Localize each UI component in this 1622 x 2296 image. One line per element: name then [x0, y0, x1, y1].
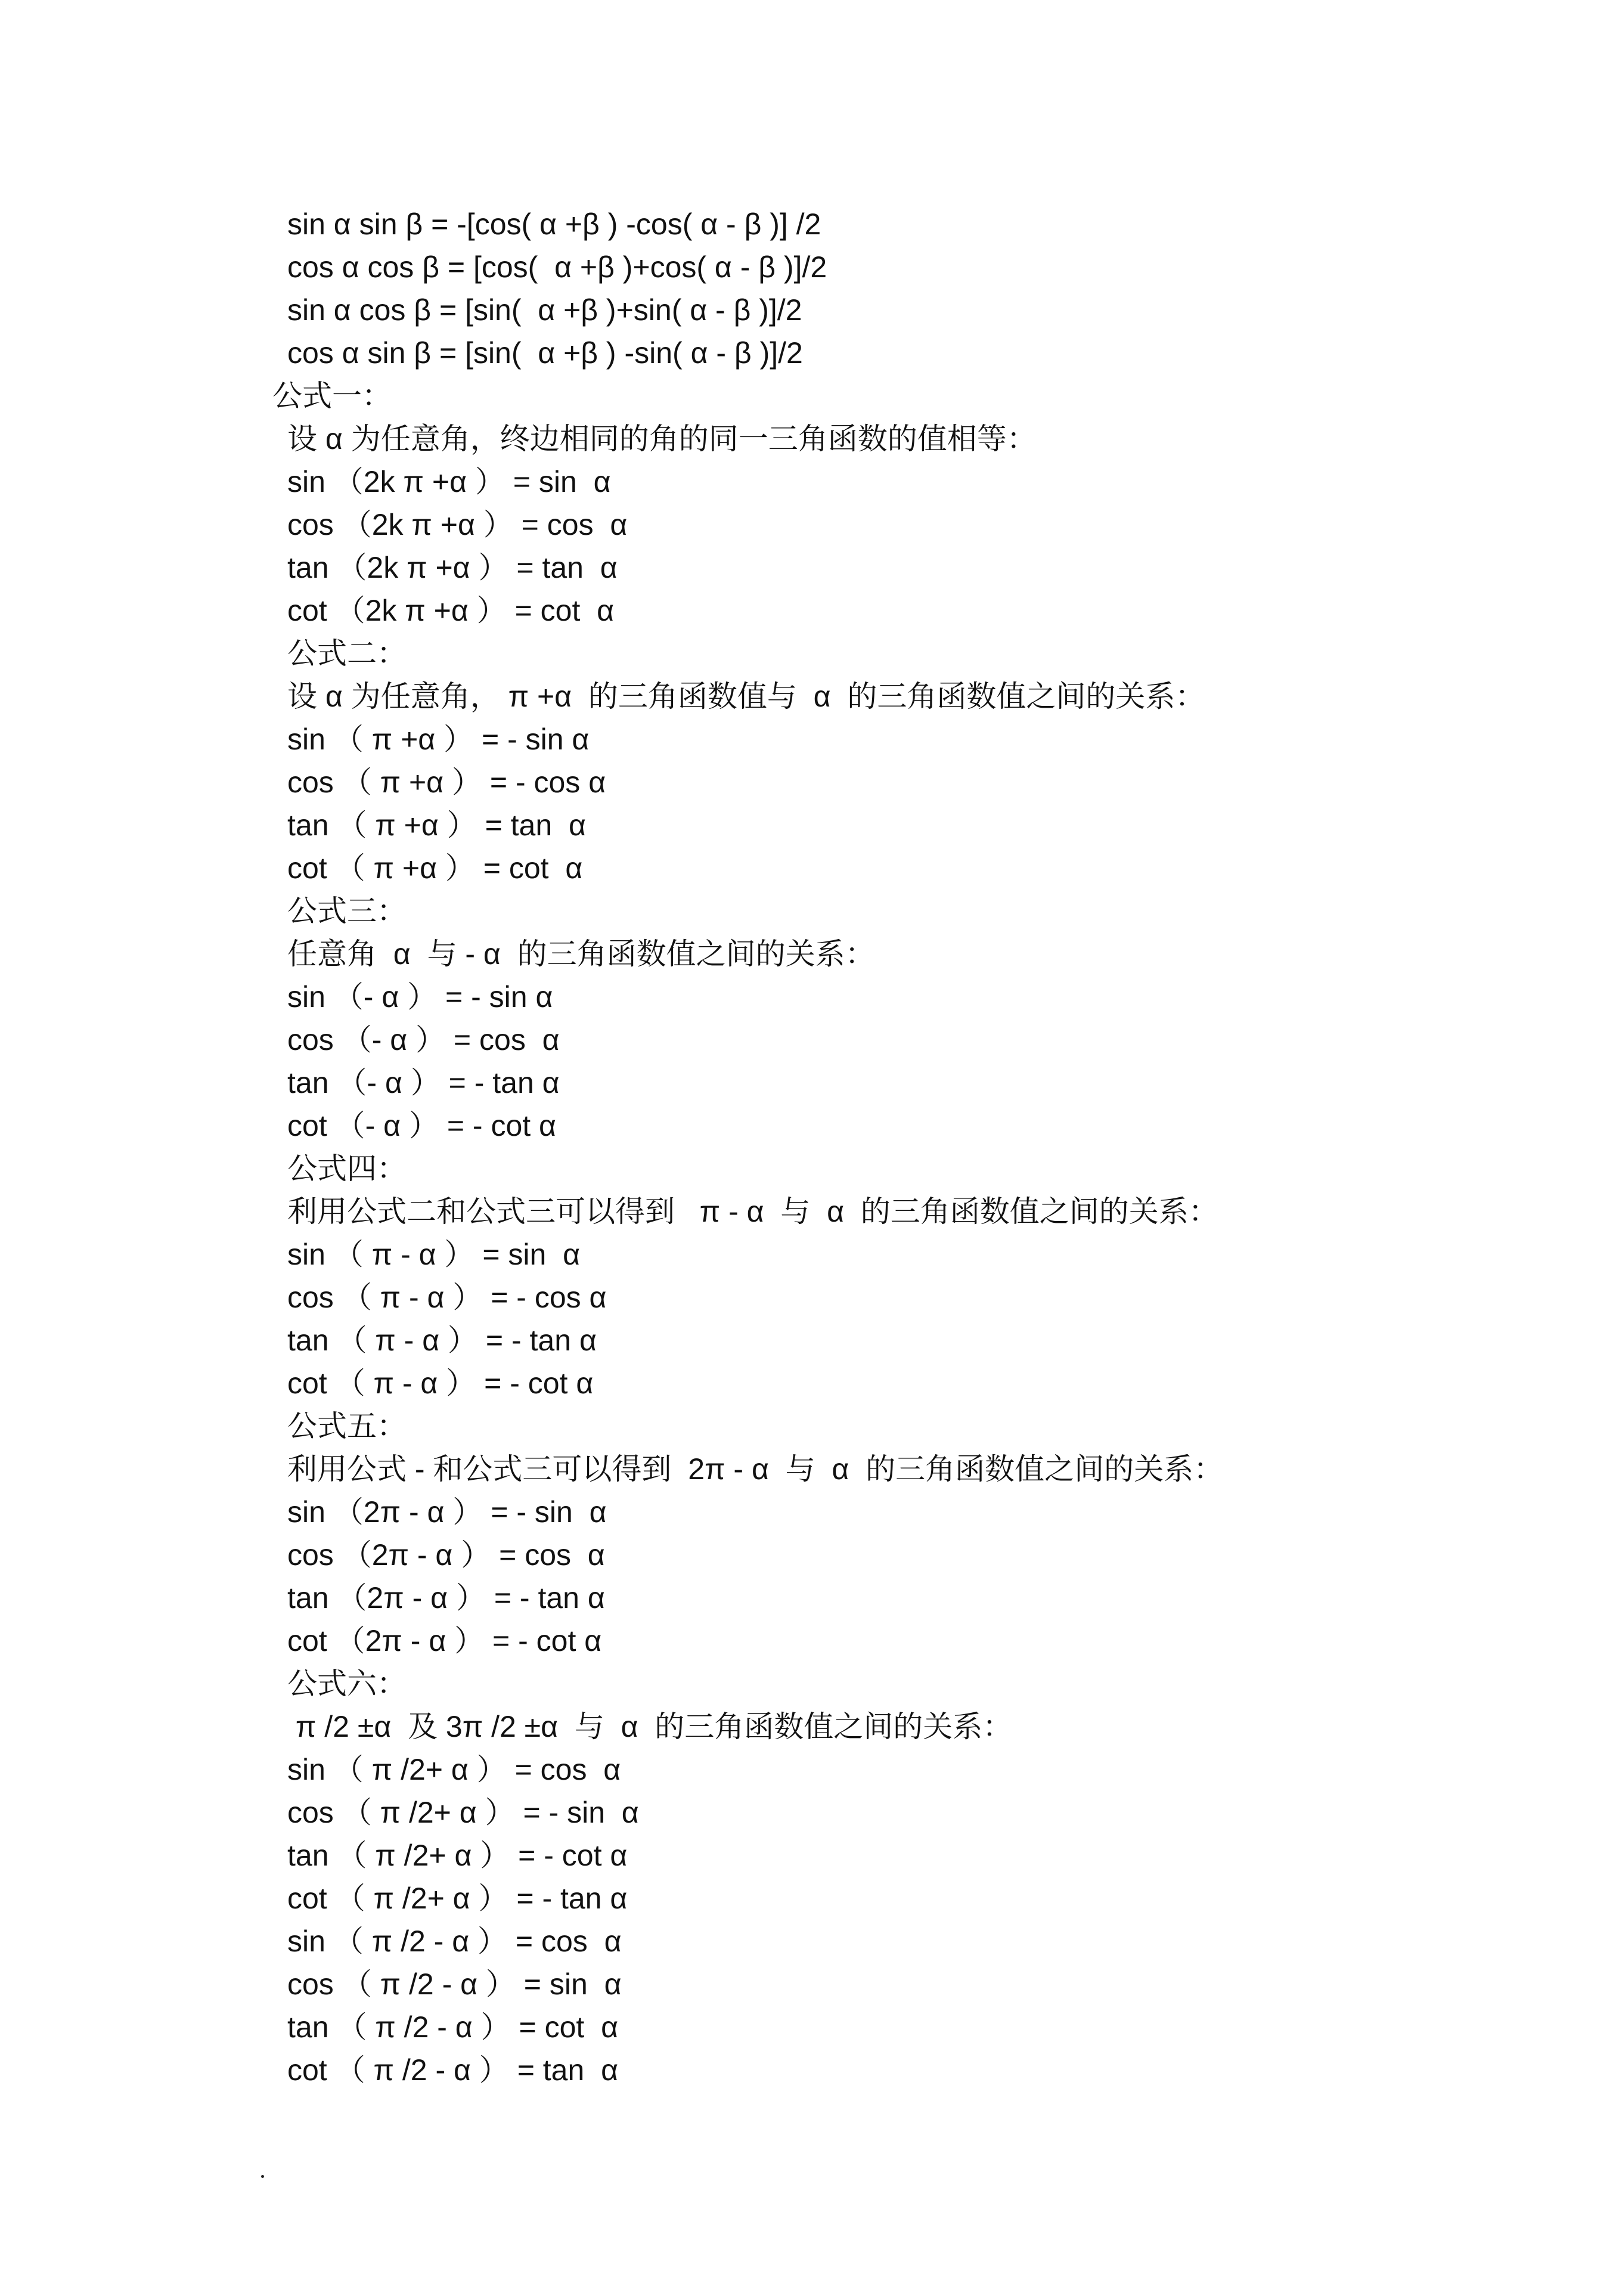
formula-line: cos （ π - α ） = - cos α: [287, 1281, 607, 1314]
description-line: 公式五：: [287, 1409, 407, 1443]
formula-line: sin （- α ） = - sin α: [287, 980, 553, 1014]
description-line: 利用公式 - 和公式三可以得到 2π - α 与 α 的三角函数值之间的关系：: [287, 1452, 1224, 1486]
description-line: 公式六：: [287, 1667, 407, 1700]
formula-line: cos （ π +α ） = - cos α: [287, 766, 606, 799]
formula-line: sin （2π - α ） = - sin α: [287, 1495, 607, 1529]
formula-line: cot （ π +α ） = cot α: [287, 851, 583, 885]
formula-line: cot （2π - α ） = - cot α: [287, 1624, 602, 1657]
formula-line: tan （ π +α ） = tan α: [287, 808, 586, 842]
formula-line: sin （ π /2 - α ） = cos α: [287, 1925, 622, 1958]
page-footer-dot: [261, 2175, 264, 2178]
formula-line: cos （2π - α ） = cos α: [287, 1538, 605, 1572]
formula-line: cos （ π /2+ α ） = - sin α: [287, 1796, 639, 1829]
formula-line: tan （2π - α ） = - tan α: [287, 1581, 605, 1615]
description-line: 公式二：: [287, 637, 407, 670]
description-line: 设 α 为任意角，终边相同的角的同一三角函数的值相等：: [287, 422, 1037, 456]
description-line: π /2 ±α 及 3π /2 ±α 与 α 的三角函数值之间的关系：: [287, 1710, 1013, 1743]
formula-line: cot （- α ） = - cot α: [287, 1109, 556, 1142]
formula-line: sin α cos β = [sin( α +β )+sin( α - β )]/2: [287, 293, 802, 327]
formula-line: cos α cos β = [cos( α +β )+cos( α - β )]/2: [287, 250, 827, 284]
description-line: 公式三：: [287, 894, 407, 928]
formula-line: cos α sin β = [sin( α +β ) -sin( α - β )]/2: [287, 336, 803, 370]
formula-line: sin （ π +α ） = - sin α: [287, 723, 590, 756]
formula-line: cos （- α ） = cos α: [287, 1023, 560, 1056]
formula-line: cot （2k π +α ） = cot α: [287, 594, 615, 627]
formula-line: tan （ π /2+ α ） = - cot α: [287, 1839, 628, 1872]
description-line: 设 α 为任意角， π +α 的三角函数值与 α 的三角函数值之间的关系：: [287, 680, 1205, 713]
description-line: 公式四：: [287, 1152, 407, 1185]
formula-line: sin α sin β = -[cos( α +β ) -cos( α - β )] /2: [287, 207, 821, 241]
formula-line: tan （ π /2 - α ） = cot α: [287, 2010, 618, 2044]
formula-line: cos （2k π +α ） = cos α: [287, 508, 628, 541]
formula-line: tan （2k π +α ） = tan α: [287, 551, 618, 584]
description-line: 任意角 α 与 - α 的三角函数值之间的关系：: [287, 937, 875, 971]
formula-line: sin （ π /2+ α ） = cos α: [287, 1753, 621, 1786]
formula-line: cos （ π /2 - α ） = sin α: [287, 1967, 622, 2001]
formula-line: cot （ π /2 - α ） = tan α: [287, 2053, 618, 2087]
description-line: 利用公式二和公式三可以得到 π - α 与 α 的三角函数值之间的关系：: [287, 1195, 1218, 1228]
formula-line: sin （ π - α ） = sin α: [287, 1238, 581, 1271]
formula-line: cot （ π /2+ α ） = - tan α: [287, 1882, 628, 1915]
formula-line: cot （ π - α ） = - cot α: [287, 1367, 594, 1400]
section-heading: 公式一：: [272, 379, 392, 413]
formula-line: tan （- α ） = - tan α: [287, 1066, 560, 1099]
formula-line: tan （ π - α ） = - tan α: [287, 1324, 597, 1357]
formula-line: sin （2k π +α ） = sin α: [287, 465, 611, 498]
